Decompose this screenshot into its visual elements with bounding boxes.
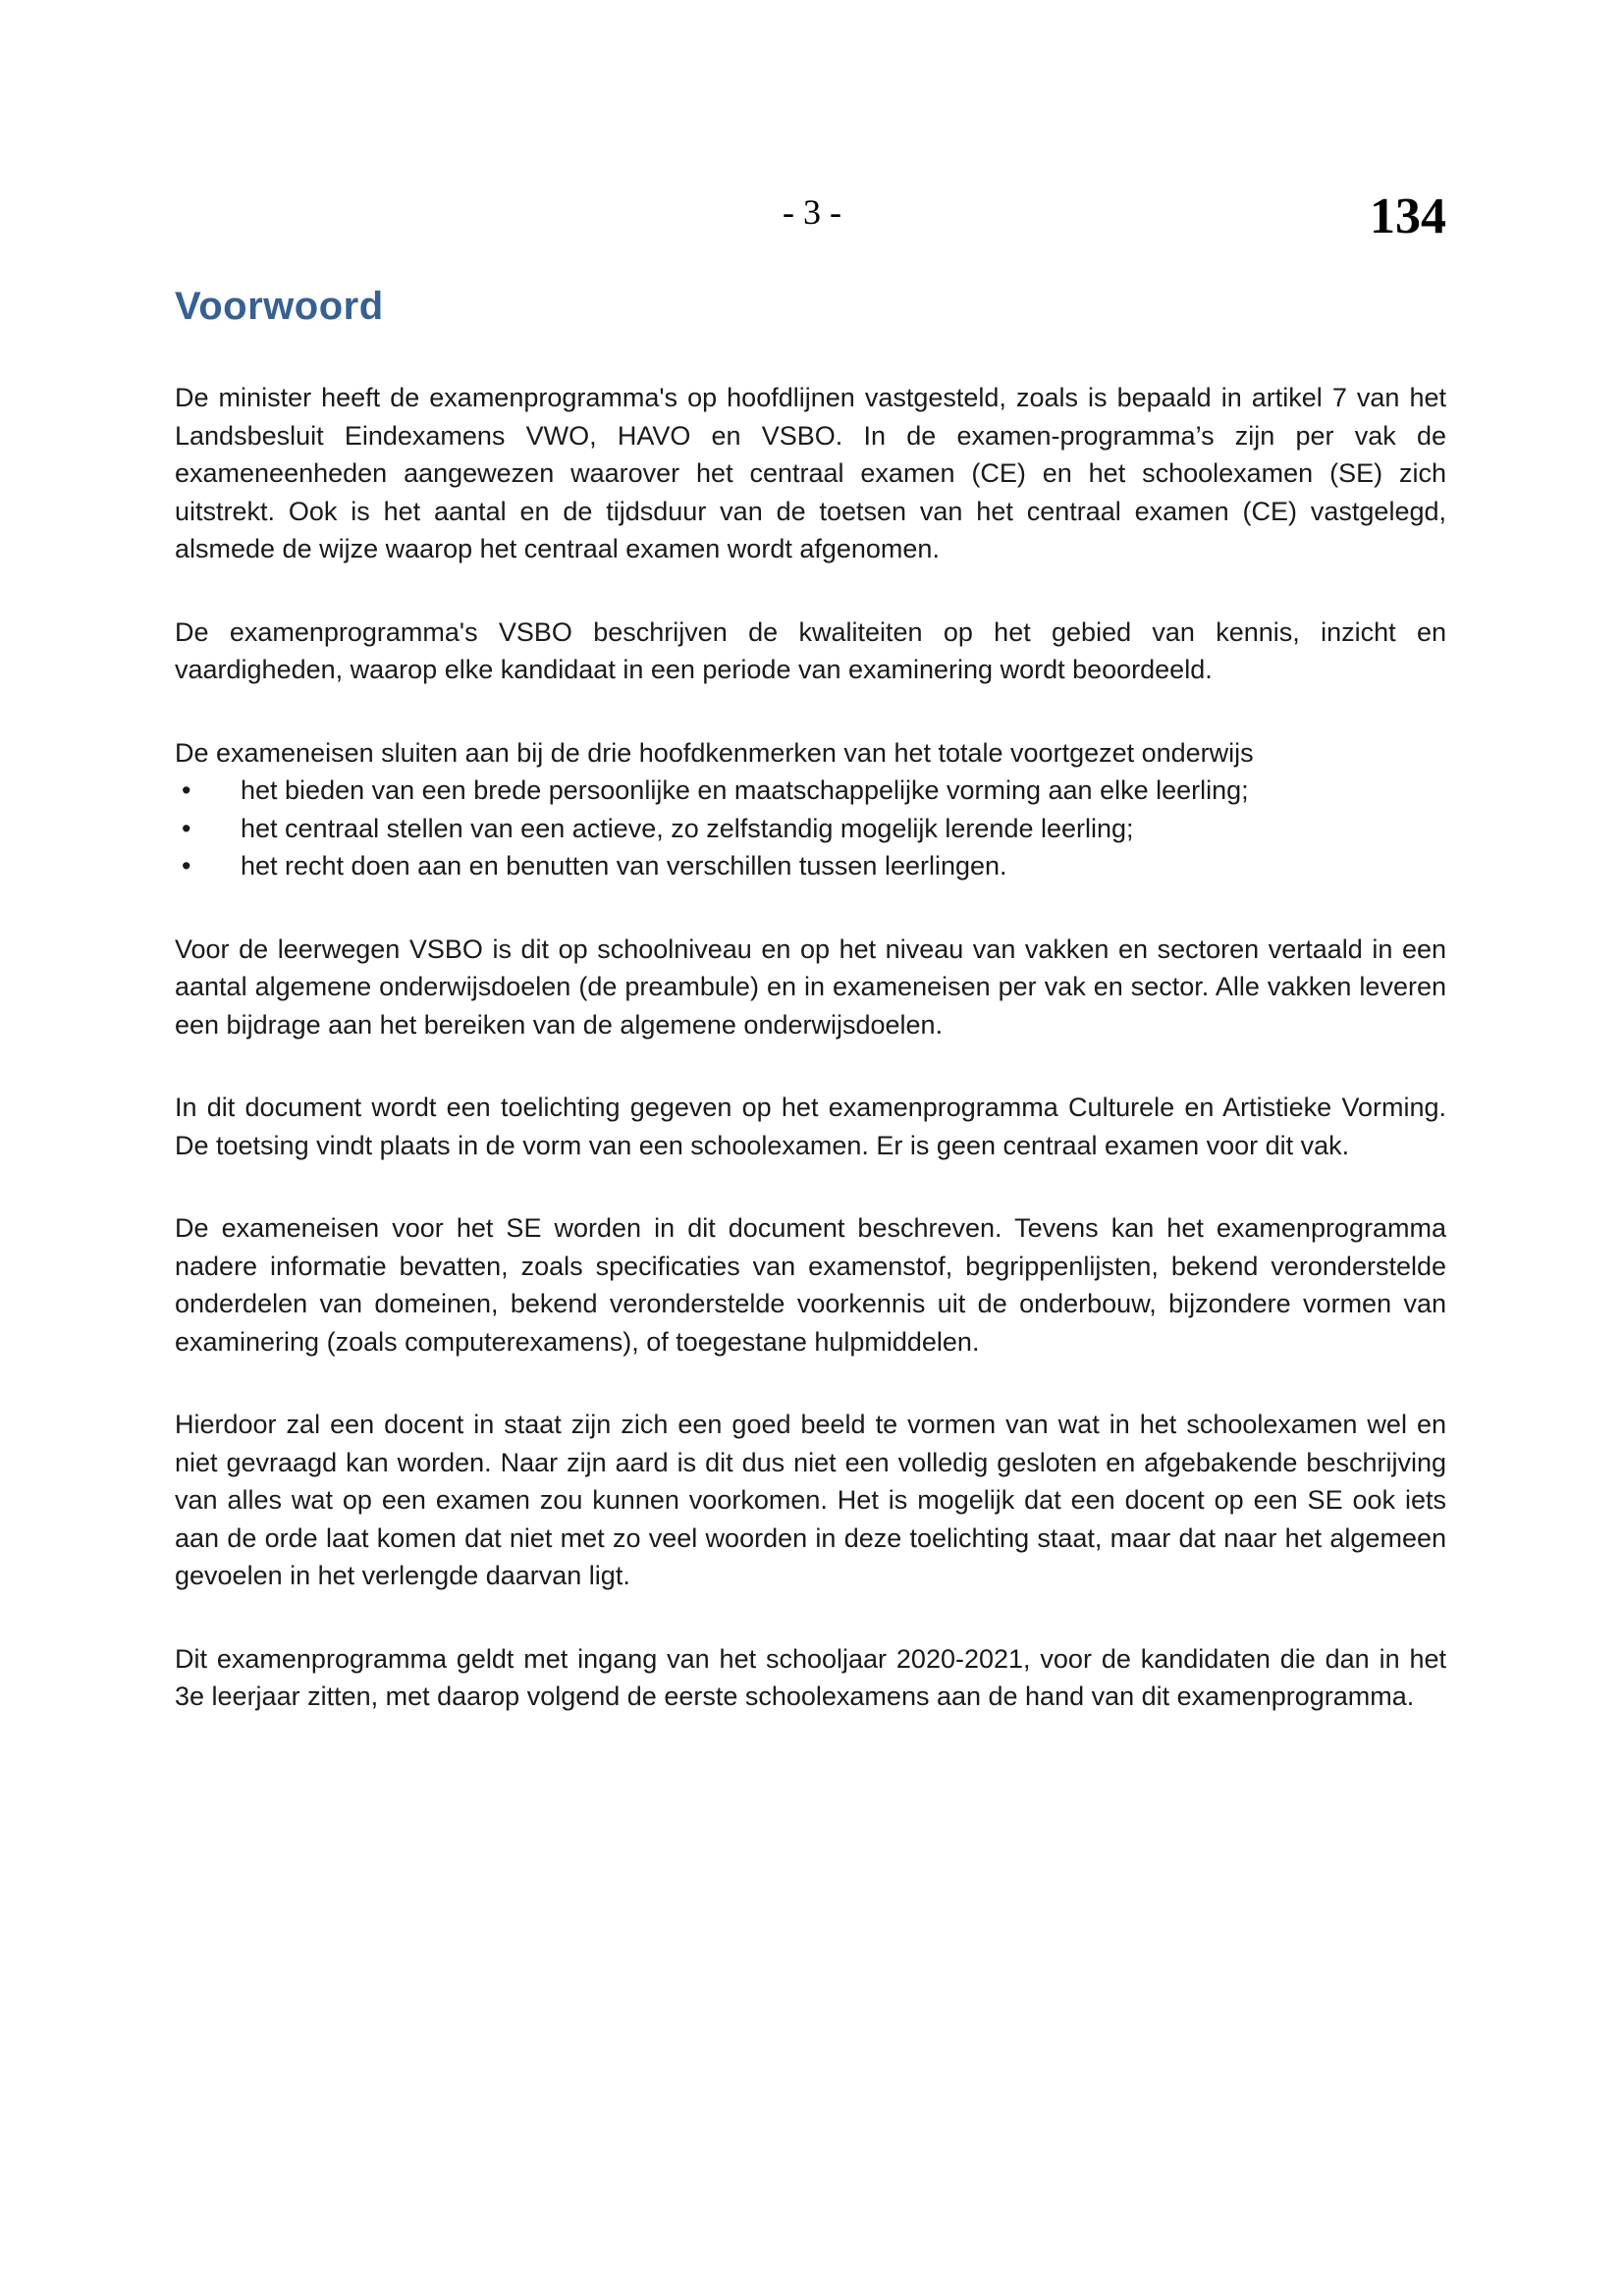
section-heading: Voorwoord xyxy=(175,285,384,328)
page-number-stamp: 134 xyxy=(1370,188,1446,244)
list-intro: De exameneisen sluiten aan bij de drie hoofdkenmerken van het totale voortgezet onderwijs xyxy=(175,737,1254,768)
list-item-text: het bieden van een brede persoonlijke en maatschappelijke vorming aan elke leerling; xyxy=(241,775,1249,805)
paragraph-toelichting: In dit document wordt een toelichting gegeven op het examenprogramma Culturele en Artistieke Vorming. De toetsing vindt plaats in de vorm van een schoolexamen. Er is geen centraal examen voor dit vak. xyxy=(175,1093,1446,1160)
page-header xyxy=(0,0,1624,255)
paragraph-leerwegen: Voor de leerwegen VSBO is dit op schoolniveau en op het niveau van vakken en sectoren vertaald in een aantal algemene onderwijsdoelen (de preambule) en in exameneisen per vak en sector. Alle vakken leveren een bijdrage aan het bereiken van de algemene onderwijsdoelen. xyxy=(175,934,1446,1040)
page-number-center: - 3 - xyxy=(783,192,841,232)
list-item-text: het recht doen aan en benutten van verschillen tussen leerlingen. xyxy=(241,851,1007,881)
bullet-marker: • xyxy=(182,775,191,805)
paragraph-docent: Hierdoor zal een docent in staat zijn zich een goed beeld te vormen van wat in het schoolexamen wel en niet gevraagd kan worden. Naar zijn aard is dit dus niet een volledig gesloten en afgebakende beschrijving van alles wat op een examen zou kunnen voorkomen. Het is mogelijk dat een docent op een SE ook iets aan de orde laat komen dat niet met zo veel woorden in deze toelichting staat, maar dat naar het algemeen gevoelen in het verlengde daarvan ligt. xyxy=(175,1410,1446,1590)
bullet-marker: • xyxy=(182,851,191,881)
paragraph-schooljaar: Dit examenprogramma geldt met ingang van het schooljaar 2020-2021, voor de kandidaten die dan in het 3e leerjaar zitten, met daarop volgend de eerste schoolexamens aan de hand van dit examenprogramma. xyxy=(175,1643,1446,1711)
paragraph-exameneisen-se: De exameneisen voor het SE worden in dit document beschreven. Tevens kan het examenprogramma nadere informatie bevatten, zoals specificaties van examenstof, begrippenlijsten, bekend veronderstelde onderdelen van domeinen, bekend veronderstelde voorkennis uit de onderbouw, bijzondere vormen van examinering (zoals computerexamens), of toegestane hulpmiddelen. xyxy=(175,1213,1446,1357)
paragraph-vsbo-kwaliteiten: De examenprogramma's VSBO beschrijven de kwaliteiten op het gebied van kennis, inzicht en vaardigheden, waarop elke kandidaat in een periode van examinering wordt beoordeeld. xyxy=(175,616,1446,684)
list-item-text: het centraal stellen van een actieve, zo zelfstandig mogelijk lerende leerling; xyxy=(241,813,1134,843)
bullet-marker: • xyxy=(182,813,191,843)
list-item xyxy=(175,772,1446,810)
document-body xyxy=(175,283,1446,1761)
paragraph-minister: De minister heeft de examenprogramma's op hoofdlijnen vastgesteld, zoals is bepaald in artikel 7 van het Landsbesluit Eindexamens VWO, HAVO en VSBO. In de examen-programma’s zijn per vak de exameneenheden aangewezen waarover het centraal examen (CE) en het schoolexamen (SE) zich uitstrekt. Ook is het aantal en de tijdsduur van de toetsen van het centraal examen (CE) vastgelegd, alsmede de wijze waarop het centraal examen wordt afgenomen. xyxy=(175,383,1446,563)
list-item xyxy=(175,847,1446,885)
bullet-list xyxy=(175,772,1446,885)
list-item xyxy=(175,810,1446,848)
